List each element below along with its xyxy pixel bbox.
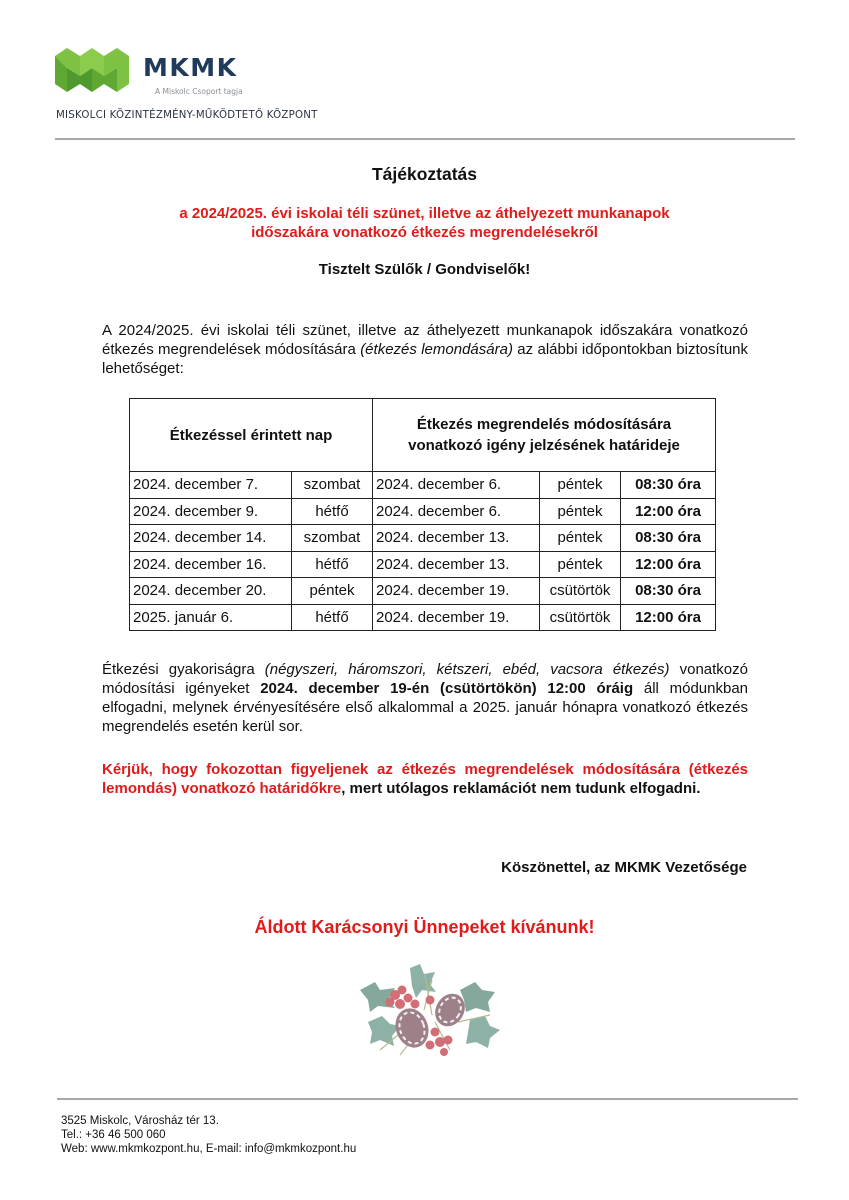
deadline-time-cell: 08:30 óra — [621, 525, 716, 552]
intro-italic: (étkezés lemondására) — [360, 341, 513, 358]
table-row — [130, 578, 716, 605]
salutation: Tisztelt Szülők / Gondviselők! — [318, 261, 531, 278]
deadline-date-cell: 2024. december 13. — [373, 525, 540, 552]
footer-contact — [61, 1114, 356, 1156]
deadline-date-cell: 2024. december 19. — [373, 604, 540, 631]
frequency-paragraph — [102, 660, 748, 736]
header-affected-day: Étkezéssel érintett nap — [130, 399, 373, 472]
deadline-weekday-cell: csütörtök — [540, 578, 621, 605]
footer-phone: Tel.: +36 46 500 060 — [61, 1129, 166, 1141]
frequency-text-2: vonatkozó módosítási igényeket — [102, 661, 748, 697]
header-deadline-line-2: vonatkozó igény jelzésének határideje — [408, 437, 680, 454]
deadline-time-cell: 12:00 óra — [621, 604, 716, 631]
organization-name: MISKOLCI KÖZINTÉZMÉNY-MŰKÖDTETŐ KÖZPONT — [56, 110, 318, 121]
deadline-time-cell: 08:30 óra — [621, 472, 716, 499]
christmas-greeting: Áldott Karácsonyi Ünnepeket kívánunk! — [254, 917, 595, 937]
mkmk-logo-icon — [55, 48, 129, 92]
deadline-weekday-cell: péntek — [540, 525, 621, 552]
affected-weekday-cell: péntek — [292, 578, 373, 605]
table-row — [130, 498, 716, 525]
table-row — [130, 551, 716, 578]
deadline-weekday-cell: péntek — [540, 472, 621, 499]
affected-weekday-cell: hétfő — [292, 551, 373, 578]
affected-weekday-cell: szombat — [292, 472, 373, 499]
logo-tagline: A Miskolc Csoport tagja — [155, 87, 243, 96]
header-divider — [55, 138, 795, 140]
intro-paragraph — [102, 321, 748, 378]
affected-date-cell: 2024. december 9. — [130, 498, 292, 525]
intro-text-1: A 2024/2025. évi iskolai téli szünet, illetve az áthelyezett munkanapok időszakára vonatkozó étkezés megrendelések módosítására — [102, 322, 748, 358]
affected-date-cell: 2024. december 20. — [130, 578, 292, 605]
logo-wordmark: MKMK — [143, 53, 238, 82]
deadline-weekday-cell: péntek — [540, 498, 621, 525]
deadline-weekday-cell: péntek — [540, 551, 621, 578]
affected-date-cell: 2024. december 16. — [130, 551, 292, 578]
deadline-weekday-cell: csütörtök — [540, 604, 621, 631]
deadline-date-cell: 2024. december 6. — [373, 498, 540, 525]
frequency-text-3: áll módunkban elfogadni, melynek érvényesítésére első alkalommal a 2025. január hónapra vonatkozó étkezés megrendelés esetén kerül sor. — [102, 680, 748, 735]
affected-weekday-cell: hétfő — [292, 604, 373, 631]
deadline-time-cell: 12:00 óra — [621, 551, 716, 578]
document-title: Tájékoztatás — [371, 164, 478, 184]
intro-text-2: az alábbi időpontokban biztosítunk lehetőséget: — [102, 341, 749, 377]
deadline-date-cell: 2024. december 13. — [373, 551, 540, 578]
header-deadline — [373, 399, 716, 472]
subtitle-line-1: a 2024/2025. évi iskolai téli szünet, illetve az áthelyezett munkanapok — [179, 205, 670, 222]
frequency-deadline: 2024. december 19-én (csütörtökön) 12:00 óráig — [260, 680, 634, 697]
warning-black-text: , mert utólagos reklamációt nem tudunk elfogadni. — [341, 780, 701, 797]
deadline-date-cell: 2024. december 19. — [373, 578, 540, 605]
affected-weekday-cell: szombat — [292, 525, 373, 552]
table-row — [130, 472, 716, 499]
schedule-table — [129, 398, 716, 631]
footer-divider — [57, 1098, 798, 1100]
affected-date-cell: 2024. december 14. — [130, 525, 292, 552]
affected-date-cell: 2024. december 7. — [130, 472, 292, 499]
warning-paragraph — [102, 760, 748, 798]
header-deadline-line-1: Étkezés megrendelés módosítására — [416, 416, 672, 433]
deadline-time-cell: 12:00 óra — [621, 498, 716, 525]
signoff: Köszönettel, az MKMK Vezetősége — [501, 859, 747, 876]
table-row — [130, 604, 716, 631]
warning-red-text: Kérjük, hogy fokozottan figyeljenek az étkezés megrendelések módosítására (étkezés lemondás) vonatkozó határidőkre — [102, 761, 748, 797]
subtitle-line-2: időszakára vonatkozó étkezés megrendelésekről — [251, 224, 598, 241]
deadline-date-cell: 2024. december 6. — [373, 472, 540, 499]
affected-weekday-cell: hétfő — [292, 498, 373, 525]
table-row — [130, 525, 716, 552]
deadline-time-cell: 08:30 óra — [621, 578, 716, 605]
frequency-italic: (négyszeri, háromszori, kétszeri, ebéd, vacsora étkezés) — [264, 661, 670, 678]
frequency-text-1: Étkezési gyakoriságra — [102, 661, 265, 678]
footer-address: 3525 Miskolc, Városház tér 13. — [61, 1115, 219, 1127]
affected-date-cell: 2025. január 6. — [130, 604, 292, 631]
footer-web-email: Web: www.mkmkozpont.hu, E-mail: info@mkmkozpont.hu — [61, 1143, 357, 1155]
document-subtitle — [0, 204, 849, 242]
table-header-row — [130, 399, 716, 472]
holly-pinecone-decoration-icon — [340, 960, 510, 1065]
